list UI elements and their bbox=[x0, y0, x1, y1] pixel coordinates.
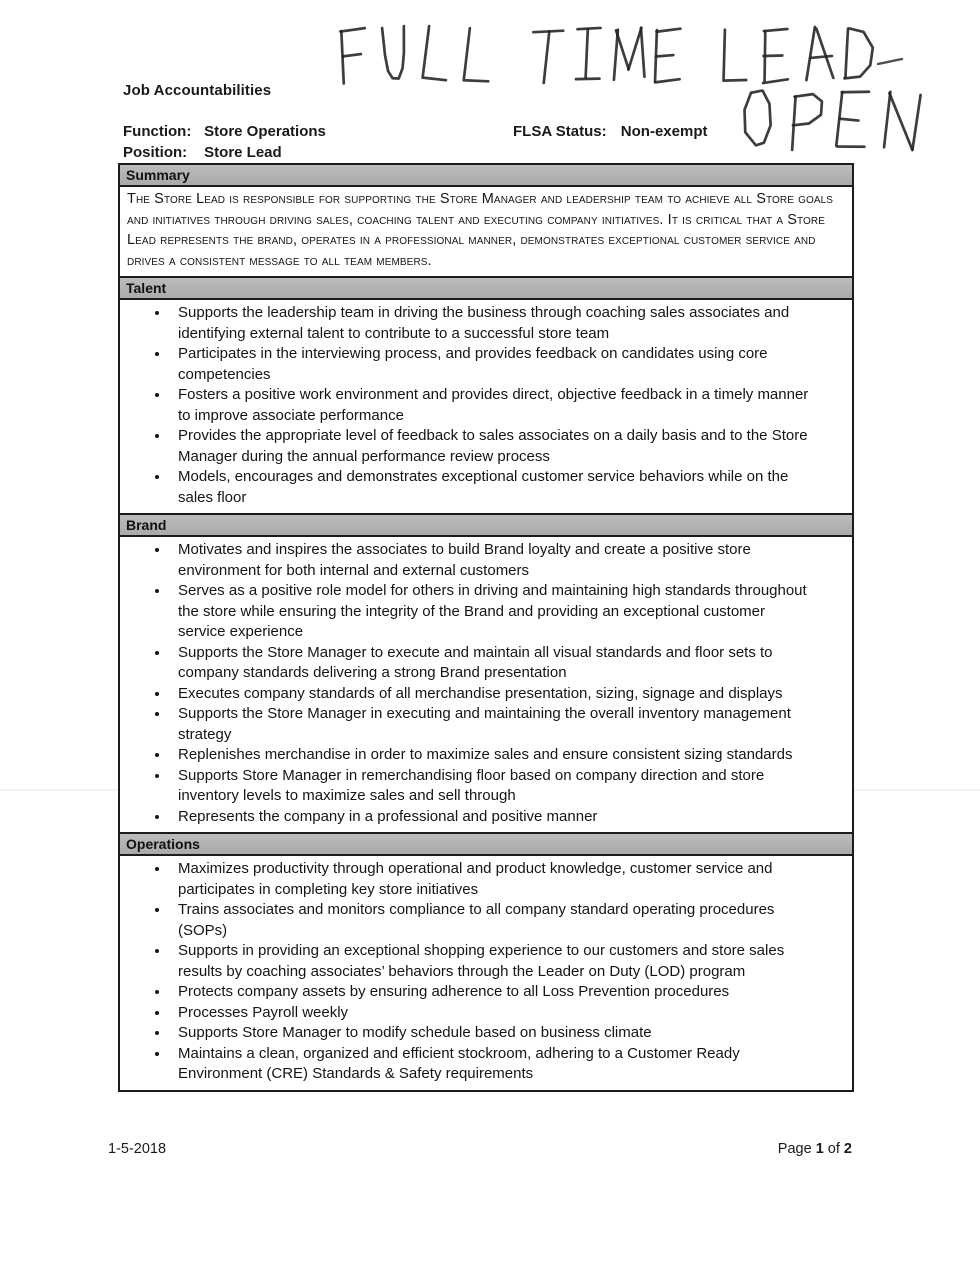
function-label: Function: bbox=[123, 123, 192, 140]
bullet-list bbox=[120, 540, 852, 827]
bullet-item: • Supports the Store Manager to execute and maintain all visual standards and floor sets to company standards delivering a strong Brand presentation bbox=[170, 643, 822, 684]
footer-date: 1-5-2018 bbox=[108, 1141, 167, 1157]
flsa-value: Non-exempt bbox=[620, 123, 708, 140]
bullet-item: • Models, encourages and demonstrates exceptional customer service behaviors while on the sales floor bbox=[170, 467, 822, 508]
bullet-item: • Supports in providing an exceptional shopping experience to our customers and store sales results by coaching associates’ behaviors through the Leader on Duty (LOD) program bbox=[170, 941, 822, 982]
bullet-item: • Represents the company in a professional and positive manner bbox=[170, 807, 822, 828]
section-header: Operations bbox=[120, 832, 852, 856]
section bbox=[120, 276, 852, 508]
bullet-item: • Processes Payroll weekly bbox=[170, 1003, 822, 1024]
section-body bbox=[120, 303, 852, 508]
bullet-list bbox=[120, 859, 852, 1085]
flsa-row bbox=[513, 123, 707, 140]
bullet-item: • Protects company assets by ensuring adherence to all Loss Prevention procedures bbox=[170, 982, 822, 1003]
bullet-item: • Trains associates and monitors compliance to all company standard operating procedures (SOPs) bbox=[170, 900, 822, 941]
stray-pen-mark bbox=[878, 59, 902, 64]
bullet-item: • Executes company standards of all merchandise presentation, sizing, signage and displays bbox=[170, 684, 822, 705]
function-row bbox=[123, 123, 326, 140]
bullet-item: • Motivates and inspires the associates to build Brand loyalty and create a positive store environment for both internal and external customers bbox=[170, 540, 822, 581]
section bbox=[120, 513, 852, 827]
bullet-item: • Supports the leadership team in driving the business through coaching sales associates and identifying external talent to contribute to a successful store team bbox=[170, 303, 822, 344]
position-row bbox=[123, 144, 282, 161]
bullet-item: • Fosters a positive work environment and provides direct, objective feedback in a timely manner to improve associate performance bbox=[170, 385, 822, 426]
bullet-item: • Serves as a positive role model for others in driving and maintaining high standards throughout the store while ensuring the integrity of the Brand and providing an exceptional customer service experience bbox=[170, 581, 822, 643]
bullet-item: • Participates in the interviewing process, and provides feedback on candidates using core competencies bbox=[170, 344, 822, 385]
section-header: Talent bbox=[120, 276, 852, 300]
section bbox=[120, 165, 852, 276]
bullet-item: • Supports Store Manager to modify schedule based on business climate bbox=[170, 1023, 822, 1044]
bullet-item: • Maintains a clean, organized and efficient stockroom, adhering to a Customer Ready Environment (CRE) Standards & Safety requirements bbox=[170, 1044, 822, 1085]
section bbox=[120, 832, 852, 1085]
section-header: Brand bbox=[120, 513, 852, 537]
bullet-item: • Maximizes productivity through operational and product knowledge, customer service and participates in completing key store initiatives bbox=[170, 859, 822, 900]
bullet-item: • Supports the Store Manager in executing and maintaining the overall inventory management strategy bbox=[170, 704, 822, 745]
section-header: Summary bbox=[120, 165, 852, 187]
page-of: of bbox=[827, 1141, 840, 1157]
page-total: 2 bbox=[843, 1141, 852, 1157]
position-label: Position: bbox=[123, 144, 188, 161]
section-body: The Store Lead is responsible for supporting the Store Manager and leadership team to achieve all Store goals and initiatives through driving sales, coaching talent and executing company initiatives. It is critical that a Store Lead represents the brand, operates in a professional manner, demonstrates exceptional customer service and drives a consistent message to all team members. bbox=[127, 191, 834, 269]
flsa-label: FLSA Status: bbox=[513, 123, 607, 140]
position-value: Store Lead bbox=[204, 144, 282, 161]
section-body bbox=[120, 540, 852, 827]
page-title: Job Accountabilities bbox=[123, 82, 272, 99]
page-indicator bbox=[778, 1141, 852, 1157]
section-body bbox=[120, 859, 852, 1085]
page-number: 1 bbox=[815, 1141, 824, 1157]
job-accountabilities-table bbox=[118, 163, 854, 1092]
function-value: Store Operations bbox=[204, 123, 326, 140]
page-prefix: Page bbox=[777, 1141, 812, 1157]
bullet-item: • Replenishes merchandise in order to maximize sales and ensure consistent sizing standards bbox=[170, 745, 822, 766]
bullet-list bbox=[120, 303, 852, 508]
bullet-item: • Supports Store Manager in remerchandising floor based on company direction and store inventory levels to maximize sales and sell through bbox=[170, 766, 822, 807]
bullet-item: • Provides the appropriate level of feedback to sales associates on a daily basis and to the Store Manager during the annual performance review process bbox=[170, 426, 822, 467]
